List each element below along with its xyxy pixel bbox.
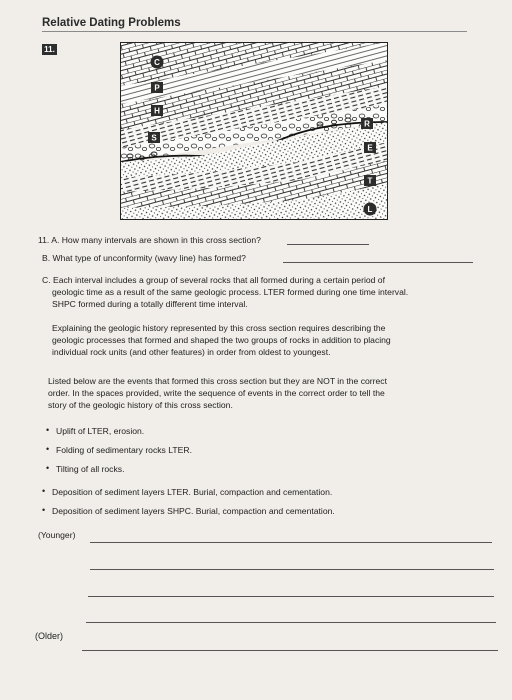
bullet-icon: • [46,444,50,454]
event-item-2: Folding of sedimentary rocks LTER. [56,445,192,455]
cross-section-diagram [120,42,388,220]
bullet-icon: • [46,463,50,473]
svg-text:P: P [154,83,160,93]
label-h [151,105,163,116]
event-item-3: Tilting of all rocks. [56,464,125,474]
sequence-line-1[interactable] [90,542,492,543]
sequence-line-5[interactable] [82,650,498,651]
younger-label: (Younger) [38,530,76,540]
listed-line-3: story of the geologic history of this cross section. [48,400,233,410]
bullet-icon: • [46,425,50,435]
label-s [148,132,160,143]
bullet-icon: • [42,505,46,515]
sequence-line-3[interactable] [88,596,494,597]
sequence-line-4[interactable] [86,622,496,623]
svg-text:T: T [367,176,373,186]
question-c-line-2: geologic time as a result of the same geologic process. LTER formed during one time interval. [52,287,409,297]
sequence-line-2[interactable] [90,569,494,570]
explain-line-1: Explaining the geologic history represented by this cross section requires describing the [52,323,386,333]
problem-number-badge: 11. [42,44,57,55]
listed-line-1: Listed below are the events that formed this cross section but they are NOT in the correct [48,376,387,386]
label-l [364,203,377,216]
label-c [151,56,164,69]
label-t [364,175,376,186]
svg-text:R: R [364,119,370,129]
title-divider [42,31,467,32]
svg-text:H: H [154,106,160,116]
question-c-line-1: C. Each interval includes a group of several rocks that all formed during a certain period of [42,275,385,285]
label-p [151,82,163,93]
explain-line-3: individual rock units (and other features) in order from oldest to youngest. [52,347,331,357]
answer-line-b[interactable] [283,262,473,263]
question-a: 11. A. How many intervals are shown in this cross section? [38,235,261,245]
question-b: B. What type of unconformity (wavy line) has formed? [42,253,246,263]
explain-line-2: geologic processes that formed and shaped the two groups of rocks in addition to placing [52,335,391,345]
event-item-1: Uplift of LTER, erosion. [56,426,145,436]
bullet-icon: • [42,486,46,496]
listed-line-2: order. In the spaces provided, write the sequence of events in the correct order to tell the [48,388,385,398]
event-item-5: Deposition of sediment layers SHPC. Burial, compaction and cementation. [52,506,335,516]
svg-text:S: S [151,133,157,143]
label-r [361,118,373,129]
page-title: Relative Dating Problems [42,17,181,29]
event-item-4: Deposition of sediment layers LTER. Burial, compaction and cementation. [52,487,333,497]
question-c-line-3: SHPC formed during a totally different time interval. [52,299,248,309]
svg-text:L: L [367,205,373,214]
older-label: (Older) [35,631,64,641]
svg-text:E: E [367,143,373,153]
label-e [364,142,376,153]
svg-text:C: C [154,58,160,67]
answer-line-a[interactable] [287,244,369,245]
